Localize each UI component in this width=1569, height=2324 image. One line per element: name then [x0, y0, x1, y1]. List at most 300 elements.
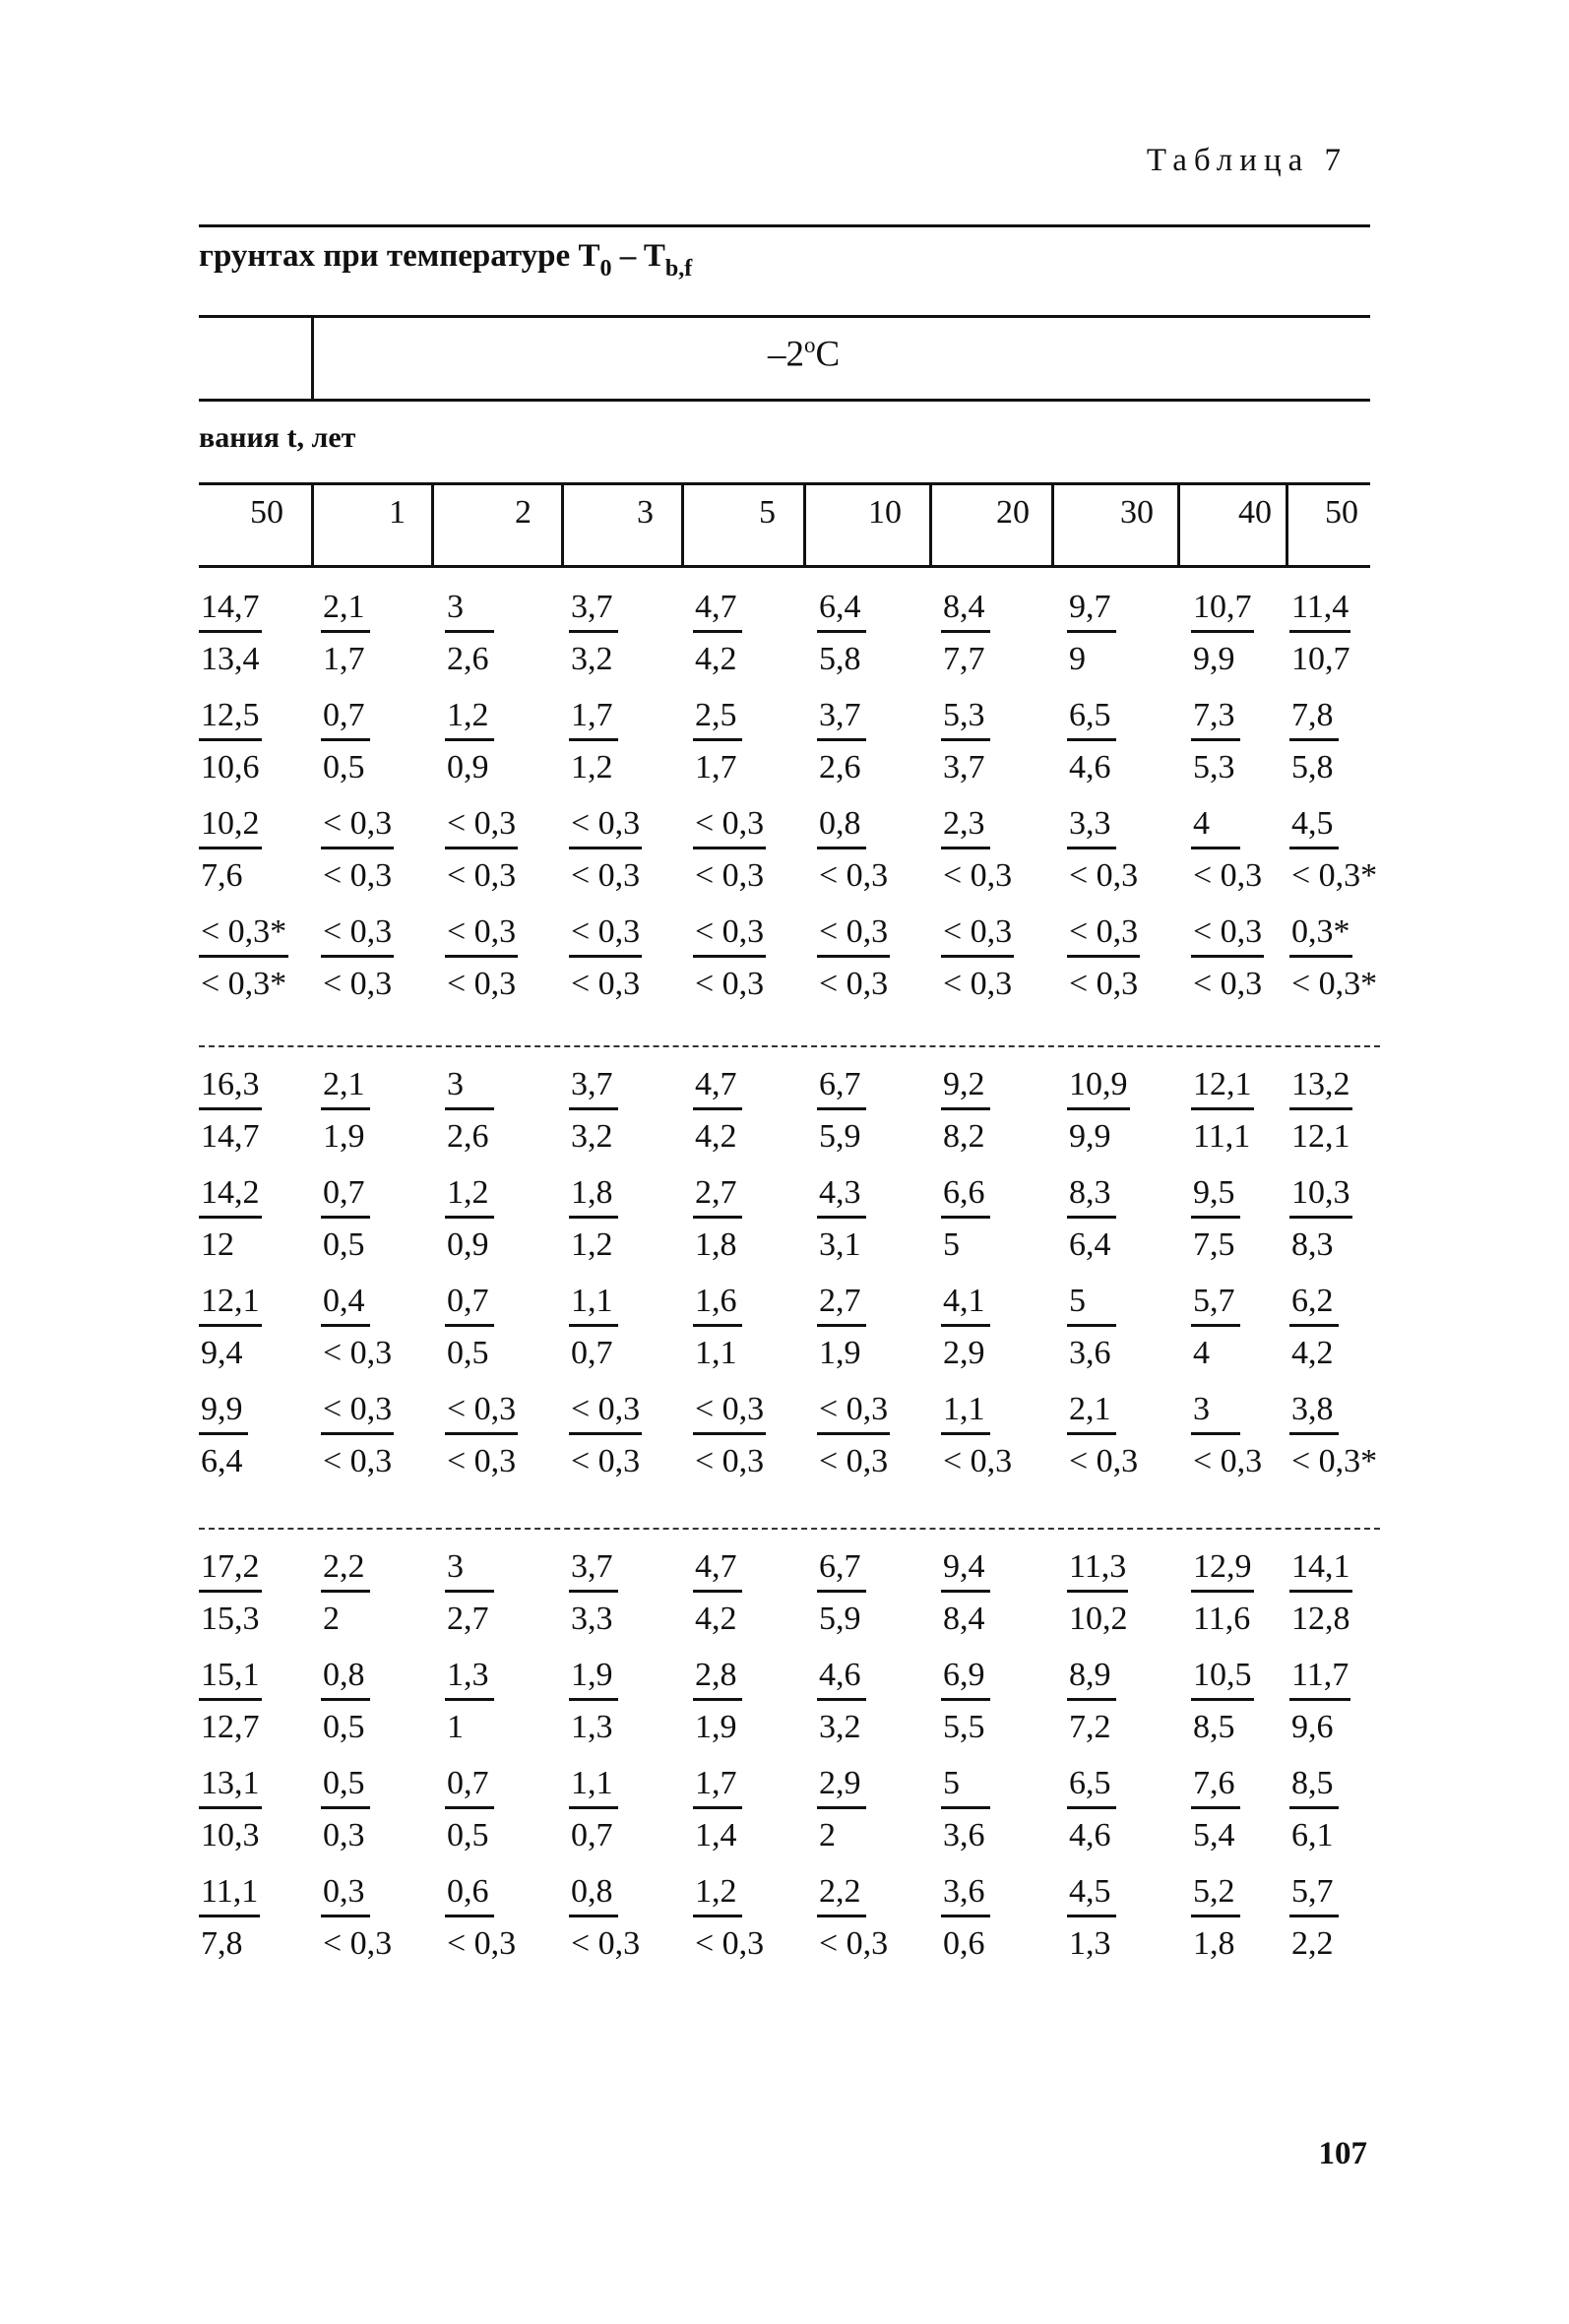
fraction-numerator: < 0,3	[941, 915, 1014, 958]
fraction-numerator: 2,5	[693, 699, 742, 741]
fraction-denominator: 8,4	[943, 1601, 985, 1637]
table-cell-fraction	[569, 699, 618, 785]
fraction-numerator: 7,3	[1191, 699, 1240, 741]
temperature-unit: C	[815, 334, 841, 375]
table-cell-fraction	[817, 1767, 866, 1853]
table-cell-fraction	[1067, 1393, 1138, 1478]
fraction-denominator: < 0,3*	[1291, 966, 1378, 1002]
table-cell-fraction	[1067, 1068, 1130, 1154]
fraction-numerator: 11,4	[1289, 591, 1350, 633]
table-cell-fraction	[199, 1550, 262, 1636]
fraction-numerator: < 0,3	[445, 807, 518, 849]
fraction-denominator: 10,7	[1291, 641, 1350, 677]
table-cell-fraction	[1067, 1875, 1116, 1961]
fraction-numerator: < 0,3	[321, 1393, 394, 1435]
fraction-numerator: 17,2	[199, 1550, 262, 1593]
table-cell-fraction	[941, 1068, 990, 1154]
fraction-numerator: 1,8	[569, 1176, 618, 1219]
fraction-numerator: 14,1	[1289, 1550, 1352, 1593]
table-cell-fraction	[1067, 591, 1116, 676]
fraction-numerator: 11,1	[199, 1875, 260, 1917]
table-title: Таблица 7	[1146, 143, 1348, 178]
fraction-denominator: 6,4	[201, 1443, 243, 1479]
fraction-denominator: 7,6	[201, 857, 243, 894]
fraction-denominator: 0,5	[323, 1709, 365, 1745]
fraction-denominator: < 0,3	[943, 1443, 1013, 1479]
table-cell-fraction	[199, 915, 288, 1001]
table-cell-fraction	[1191, 1659, 1254, 1744]
table-cell-fraction	[817, 915, 890, 1001]
column-header: 3	[637, 494, 654, 531]
table-cell-fraction	[445, 1393, 518, 1478]
table-cell-fraction	[1067, 1285, 1116, 1370]
fraction-denominator: 4,2	[695, 1118, 737, 1155]
fraction-denominator: < 0,3	[571, 966, 641, 1002]
fraction-denominator: 1,9	[819, 1335, 861, 1371]
fraction-numerator: 2,3	[941, 807, 990, 849]
fraction-denominator: 2,7	[447, 1601, 489, 1637]
table-cell-fraction	[445, 1068, 494, 1154]
fraction-numerator: 4,7	[693, 591, 742, 633]
table-cell-fraction	[1191, 1550, 1254, 1636]
fraction-denominator: 2	[819, 1817, 836, 1853]
fraction-numerator: 7,8	[1289, 699, 1339, 741]
fraction-numerator: < 0,3	[321, 807, 394, 849]
fraction-numerator: < 0,3*	[199, 915, 288, 958]
fraction-numerator: 10,9	[1067, 1068, 1130, 1110]
table-cell-fraction	[693, 1767, 742, 1853]
fraction-numerator: 6,6	[941, 1176, 990, 1219]
table-cell-fraction	[1191, 1393, 1262, 1478]
fraction-numerator: < 0,3	[693, 1393, 766, 1435]
table-cell-fraction	[941, 1285, 990, 1370]
header-rule-1	[199, 315, 1370, 318]
table-cell-fraction	[817, 699, 866, 785]
table-cell-fraction	[445, 591, 494, 676]
table-cell-fraction	[321, 1767, 370, 1853]
fraction-denominator: < 0,3	[819, 1443, 889, 1479]
table-cell-fraction	[1289, 1285, 1339, 1370]
table-cell-fraction	[941, 699, 990, 785]
fraction-denominator: 7,2	[1069, 1709, 1111, 1745]
fraction-numerator: 2,1	[1067, 1393, 1116, 1435]
fraction-denominator: < 0,3	[323, 1443, 393, 1479]
fraction-denominator: 3,1	[819, 1226, 861, 1263]
table-cell-fraction	[1191, 1767, 1240, 1853]
header-divider	[311, 315, 314, 400]
table-cell-fraction	[445, 1767, 494, 1853]
fraction-denominator: 9,9	[1193, 641, 1235, 677]
fraction-numerator: 4,5	[1067, 1875, 1116, 1917]
fraction-denominator: 0,9	[447, 749, 489, 785]
fraction-numerator: < 0,3	[569, 1393, 642, 1435]
fraction-denominator: < 0,3	[571, 857, 641, 894]
fraction-numerator: 11,3	[1067, 1550, 1128, 1593]
fraction-numerator: 5,7	[1191, 1285, 1240, 1327]
fraction-numerator: 0,5	[321, 1767, 370, 1809]
fraction-denominator: 14,7	[201, 1118, 260, 1155]
fraction-numerator: 1,1	[569, 1285, 618, 1327]
fraction-numerator: 2,9	[817, 1767, 866, 1809]
fraction-denominator: 4,2	[1291, 1335, 1334, 1371]
fraction-numerator: 6,2	[1289, 1285, 1339, 1327]
table-cell-fraction	[693, 1875, 764, 1961]
fraction-denominator: < 0,3	[1069, 966, 1139, 1002]
column-header: 50	[1325, 494, 1358, 531]
fraction-denominator: < 0,3	[695, 966, 765, 1002]
table-cell-fraction	[445, 915, 518, 1001]
column-header: 30	[1120, 494, 1154, 531]
fraction-numerator: 1,1	[569, 1767, 618, 1809]
table-cell-fraction	[569, 1176, 618, 1262]
fraction-denominator: 9,6	[1291, 1709, 1334, 1745]
fraction-denominator: 7,8	[201, 1925, 243, 1962]
table-cell-fraction	[817, 1068, 866, 1154]
fraction-numerator: 7,6	[1191, 1767, 1240, 1809]
table-cell-fraction	[199, 1875, 260, 1961]
column-divider	[1051, 482, 1054, 567]
table-cell-fraction	[1191, 699, 1240, 785]
fraction-denominator: 3,2	[571, 641, 613, 677]
fraction-denominator: < 0,3	[1069, 857, 1139, 894]
fraction-denominator: 1,4	[695, 1817, 737, 1853]
fraction-denominator: 1,8	[1193, 1925, 1235, 1962]
fraction-numerator: 0,3	[321, 1875, 370, 1917]
fraction-denominator: < 0,3	[695, 1925, 765, 1962]
fraction-denominator: 3,6	[943, 1817, 985, 1853]
fraction-denominator: 8,5	[1193, 1709, 1235, 1745]
fraction-denominator: < 0,3	[695, 857, 765, 894]
fraction-denominator: 9,4	[201, 1335, 243, 1371]
fraction-numerator: 2,1	[321, 591, 370, 633]
table-cell-fraction	[693, 591, 742, 676]
fraction-numerator: 12,9	[1191, 1550, 1254, 1593]
table-cell-fraction	[941, 1875, 990, 1961]
header-rule-4	[199, 565, 1370, 568]
table-cell-fraction	[569, 807, 642, 893]
fraction-denominator: 0,5	[447, 1817, 489, 1853]
fraction-denominator: 2	[323, 1601, 340, 1637]
fraction-denominator: 7,7	[943, 641, 985, 677]
fraction-numerator: 6,9	[941, 1659, 990, 1701]
fraction-denominator: 4	[1193, 1335, 1210, 1371]
fraction-denominator: < 0,3	[1069, 1443, 1139, 1479]
fraction-numerator: < 0,3	[569, 915, 642, 958]
t0-subscript: 0	[599, 256, 612, 282]
table-cell-fraction	[1067, 807, 1138, 893]
table-cell-fraction	[199, 1393, 248, 1478]
fraction-denominator: < 0,3	[447, 966, 517, 1002]
tb-subscript: b,f	[664, 256, 693, 282]
fraction-denominator: 11,6	[1193, 1601, 1251, 1637]
header-rule-3	[199, 482, 1370, 485]
table-cell-fraction	[1067, 699, 1116, 785]
fraction-numerator: 1,2	[445, 699, 494, 741]
fraction-numerator: 11,7	[1289, 1659, 1350, 1701]
fraction-denominator: 2,6	[819, 749, 861, 785]
table-cell-fraction	[321, 1068, 370, 1154]
table-cell-fraction	[817, 1550, 866, 1636]
fraction-numerator: 3,7	[569, 1550, 618, 1593]
column-divider	[431, 482, 434, 567]
fraction-numerator: 15,1	[199, 1659, 262, 1701]
table-cell-fraction	[199, 1176, 262, 1262]
table-cell-fraction	[1191, 1875, 1240, 1961]
table-cell-fraction	[1067, 1550, 1128, 1636]
table-cell-fraction	[569, 1875, 640, 1961]
table-cell-fraction	[569, 1767, 618, 1853]
table-cell-fraction	[1289, 1550, 1352, 1636]
temperature-value: –2	[768, 334, 804, 375]
fraction-numerator: 0,7	[445, 1285, 494, 1327]
fraction-denominator: < 0,3	[1193, 966, 1263, 1002]
fraction-denominator: 0,6	[943, 1925, 985, 1962]
table-cell-fraction	[569, 1393, 642, 1478]
table-cell-fraction	[445, 807, 518, 893]
table-cell-fraction	[817, 1285, 866, 1370]
fraction-numerator: 1,2	[445, 1176, 494, 1219]
table-cell-fraction	[1067, 1767, 1116, 1853]
fraction-denominator: < 0,3	[323, 966, 393, 1002]
table-cell-fraction	[817, 1176, 866, 1262]
fraction-numerator: 9,2	[941, 1068, 990, 1110]
fraction-denominator: 1,7	[323, 641, 365, 677]
fraction-denominator: < 0,3	[819, 857, 889, 894]
fraction-denominator: 3,7	[943, 749, 985, 785]
fraction-numerator: 3	[445, 1068, 494, 1110]
fraction-denominator: 10,3	[201, 1817, 260, 1853]
fraction-numerator: 13,2	[1289, 1068, 1352, 1110]
fraction-denominator: 4,6	[1069, 1817, 1111, 1853]
fraction-numerator: < 0,3	[817, 915, 890, 958]
table-cell-fraction	[1191, 915, 1264, 1001]
fraction-denominator: 8,3	[1291, 1226, 1334, 1263]
fraction-numerator: 2,2	[321, 1550, 370, 1593]
fraction-numerator: < 0,3	[445, 1393, 518, 1435]
fraction-numerator: 4,7	[693, 1550, 742, 1593]
fraction-numerator: 14,2	[199, 1176, 262, 1219]
fraction-denominator: 1,3	[571, 1709, 613, 1745]
fraction-numerator: 1,1	[941, 1393, 990, 1435]
table-cell-fraction	[199, 1659, 262, 1744]
table-cell-fraction	[321, 1659, 370, 1744]
fraction-denominator: 13,4	[201, 641, 260, 677]
table-cell-fraction	[569, 591, 618, 676]
group-separator	[199, 1045, 1380, 1047]
fraction-denominator: 3,2	[571, 1118, 613, 1155]
fraction-denominator: 10,2	[1069, 1601, 1128, 1637]
fraction-numerator: 0,3*	[1289, 915, 1352, 958]
fraction-denominator: 5,3	[1193, 749, 1235, 785]
column-divider	[311, 482, 314, 567]
table-cell-fraction	[693, 699, 742, 785]
fraction-numerator: 12,1	[1191, 1068, 1254, 1110]
fraction-denominator: 2,2	[1291, 1925, 1334, 1962]
fraction-numerator: 13,1	[199, 1767, 262, 1809]
table-cell-fraction	[321, 699, 370, 785]
fraction-numerator: 0,7	[321, 699, 370, 741]
table-cell-fraction	[321, 1285, 392, 1370]
fraction-denominator: 1	[447, 1709, 464, 1745]
table-cell-fraction	[321, 1176, 370, 1262]
table-cell-fraction	[693, 1659, 742, 1744]
table-cell-fraction	[1191, 1068, 1254, 1154]
fraction-numerator: 0,4	[321, 1285, 370, 1327]
table-cell-fraction	[941, 1393, 1012, 1478]
table-cell-fraction	[941, 1176, 990, 1262]
table-cell-fraction	[321, 1550, 370, 1636]
header-rule-2	[199, 399, 1370, 402]
fraction-denominator: < 0,3	[447, 857, 517, 894]
fraction-denominator: 5,8	[1291, 749, 1334, 785]
t0-symbol: T	[578, 238, 600, 274]
fraction-denominator: 0,7	[571, 1817, 613, 1853]
fraction-numerator: 4,1	[941, 1285, 990, 1327]
table-cell-fraction	[445, 1176, 494, 1262]
fraction-numerator: 0,8	[321, 1659, 370, 1701]
table-cell-fraction	[445, 699, 494, 785]
fraction-denominator: < 0,3*	[1291, 857, 1378, 894]
fraction-denominator: 3,6	[1069, 1335, 1111, 1371]
fraction-numerator: 5	[1067, 1285, 1116, 1327]
fraction-numerator: 10,5	[1191, 1659, 1254, 1701]
fraction-numerator: 12,1	[199, 1285, 262, 1327]
table-cell-fraction	[941, 807, 1012, 893]
table-cell-fraction	[941, 1550, 990, 1636]
fraction-numerator: 16,3	[199, 1068, 262, 1110]
fraction-numerator: 2,7	[817, 1285, 866, 1327]
fraction-denominator: 2,9	[943, 1335, 985, 1371]
table-cell-fraction	[1191, 591, 1254, 676]
column-header: 10	[868, 494, 902, 531]
top-rule	[199, 224, 1370, 227]
fraction-denominator: 4,2	[695, 641, 737, 677]
fraction-denominator: 12,1	[1291, 1118, 1350, 1155]
fraction-numerator: < 0,3	[1191, 915, 1264, 958]
table-cell-fraction	[1191, 1285, 1240, 1370]
tb-symbol: T	[643, 238, 665, 274]
fraction-denominator: < 0,3*	[201, 966, 287, 1002]
fraction-denominator: 0,5	[323, 749, 365, 785]
fraction-numerator: 12,5	[199, 699, 262, 741]
column-header: 50	[250, 494, 283, 531]
table-cell-fraction	[569, 915, 642, 1001]
subtitle-prefix: грунтах при температуре	[199, 238, 579, 274]
table-cell-fraction	[569, 1659, 618, 1744]
fraction-denominator: 4,2	[695, 1601, 737, 1637]
fraction-denominator: < 0,3	[1193, 857, 1263, 894]
fraction-denominator: 4,6	[1069, 749, 1111, 785]
fraction-denominator: 1,2	[571, 1226, 613, 1263]
fraction-numerator: 1,9	[569, 1659, 618, 1701]
fraction-denominator: 5	[943, 1226, 960, 1263]
fraction-denominator: 11,1	[1193, 1118, 1251, 1155]
table-cell-fraction	[817, 1393, 890, 1478]
column-header: 5	[759, 494, 776, 531]
table-cell-fraction	[817, 591, 866, 676]
fraction-numerator: 8,3	[1067, 1176, 1116, 1219]
fraction-denominator: 1,1	[695, 1335, 737, 1371]
table-cell-fraction	[1289, 1767, 1339, 1853]
fraction-numerator: < 0,3	[817, 1393, 890, 1435]
fraction-denominator: 2,6	[447, 641, 489, 677]
fraction-denominator: 12	[201, 1226, 234, 1263]
fraction-numerator: 5,3	[941, 699, 990, 741]
fraction-numerator: 0,7	[321, 1176, 370, 1219]
fraction-denominator: < 0,3	[943, 966, 1013, 1002]
table-cell-fraction	[693, 915, 766, 1001]
column-header: 40	[1238, 494, 1272, 531]
fraction-denominator: 2,6	[447, 1118, 489, 1155]
fraction-denominator: 6,4	[1069, 1226, 1111, 1263]
fraction-numerator: 8,4	[941, 591, 990, 633]
table-cell-fraction	[1067, 1659, 1116, 1744]
table-cell-fraction	[817, 807, 888, 893]
column-divider	[803, 482, 806, 567]
fraction-numerator: 5	[941, 1767, 990, 1809]
table-cell-fraction	[941, 591, 990, 676]
fraction-denominator: 3,3	[571, 1601, 613, 1637]
table-cell-fraction	[321, 1393, 394, 1478]
fraction-denominator: 0,5	[447, 1335, 489, 1371]
fraction-numerator: 2,8	[693, 1659, 742, 1701]
fraction-denominator: 3,2	[819, 1709, 861, 1745]
table-cell-fraction	[445, 1875, 516, 1961]
fraction-denominator: 1,7	[695, 749, 737, 785]
table-cell-fraction	[445, 1285, 494, 1370]
table-cell-fraction	[1289, 807, 1377, 893]
table-cell-fraction	[1191, 1176, 1240, 1262]
temperature-label	[768, 333, 840, 375]
fraction-denominator: 1,9	[695, 1709, 737, 1745]
fraction-denominator: 1,9	[323, 1118, 365, 1155]
fraction-numerator: 6,7	[817, 1068, 866, 1110]
fraction-denominator: < 0,3	[571, 1925, 641, 1962]
table-cell-fraction	[445, 1659, 494, 1744]
fraction-denominator: < 0,3	[323, 857, 393, 894]
table-cell-fraction	[1289, 1176, 1352, 1262]
fraction-numerator: 0,6	[445, 1875, 494, 1917]
fraction-numerator: 6,7	[817, 1550, 866, 1593]
table-cell-fraction	[199, 1285, 262, 1370]
fraction-numerator: 10,3	[1289, 1176, 1352, 1219]
fraction-numerator: 3,6	[941, 1875, 990, 1917]
fraction-denominator: 0,7	[571, 1335, 613, 1371]
fraction-numerator: 2,2	[817, 1875, 866, 1917]
fraction-denominator: < 0,3	[447, 1925, 517, 1962]
fraction-denominator: 9	[1069, 641, 1086, 677]
fraction-numerator: 6,4	[817, 591, 866, 633]
column-divider	[929, 482, 932, 567]
fraction-denominator: < 0,3	[323, 1925, 393, 1962]
fraction-denominator: 0,3	[323, 1817, 365, 1853]
table-cell-fraction	[1289, 1068, 1352, 1154]
fraction-denominator: 1,8	[695, 1226, 737, 1263]
fraction-denominator: 5,4	[1193, 1817, 1235, 1853]
fraction-denominator: 0,5	[323, 1226, 365, 1263]
table-cell-fraction	[693, 1068, 742, 1154]
fraction-numerator: 4,7	[693, 1068, 742, 1110]
fraction-numerator: 3	[1191, 1393, 1240, 1435]
fraction-denominator: 1,3	[1069, 1925, 1111, 1962]
fraction-denominator: 5,9	[819, 1118, 861, 1155]
duration-label: вания t, лет	[199, 421, 356, 454]
fraction-denominator: 0,9	[447, 1226, 489, 1263]
fraction-numerator: 9,4	[941, 1550, 990, 1593]
fraction-numerator: < 0,3	[321, 915, 394, 958]
fraction-numerator: 3	[445, 1550, 494, 1593]
fraction-denominator: 6,1	[1291, 1817, 1334, 1853]
